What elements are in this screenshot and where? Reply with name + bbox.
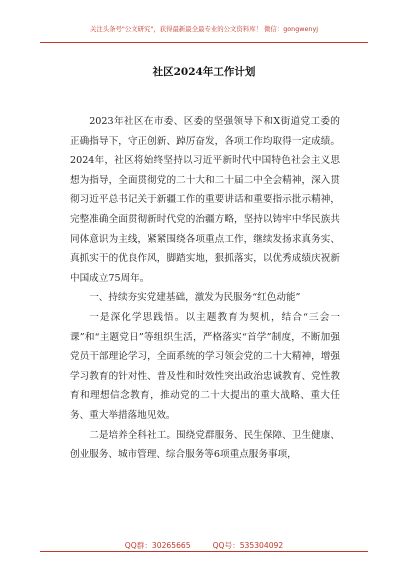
footer-qq-number: QQ号：535304092 [212, 541, 284, 550]
footer-contact [0, 540, 408, 551]
paragraph-intro: 2023年社区在市委、区委的坚强领导下和X街道党工委的正确指导下，守正创新、踔厉奋发，各项工作均取得一定成绩。2024年，社区将始终坚持以习近平新时代中国特色社会主义思想为指导，全面贯彻党的二十大和二十届二中全会精神，深入贯彻习近平总书记关于新疆工作的重要讲话和重要指示批示精神，完整准确全面贯彻新时代党的治疆方略，坚持以铸牢中华民族共同体意识为主线，紧紧围绕各项重点工作，继续发扬求真务实、真抓实干的优良作风，脚踏实地，狠抓落实，以优秀成绩庆祝新中国成立75周年。 [70, 116, 340, 284]
document-body [70, 112, 340, 465]
document-title: 社区2024年工作计划 [152, 66, 256, 78]
paragraph-study: 一是深化学思践悟。以主题教育为契机，结合“三会一课”和“主题党日”等组织生活，严格落实“首学”制度，不断加强党员干部理论学习，全面系统的学习领会党的二十大精神，增强学习教育的针对性、普及性和时效性突出政治忠诚教育、党性教育和理想信念教育，推动党的二十大提出的重大战略、重大任务、重大举措落地见效。 [70, 311, 340, 421]
footer-qq-group: QQ群：30265665 [124, 541, 191, 550]
header-divider [40, 42, 368, 43]
paragraph-social-workers: 二是培养全科社工。围绕党群服务、民生保障、卫生健康、创业服务、城市管理、综合服务等6项重点服务事项， [70, 429, 340, 461]
footer-divider [40, 551, 368, 552]
section-heading-1: 一、持续夯实党建基础，激发为民服务“红色动能” [89, 292, 301, 304]
header-banner: 关注头条号"公文研究"，获得最新最全最专业的公文资料库！ 微信：gongwenyj [89, 25, 319, 33]
